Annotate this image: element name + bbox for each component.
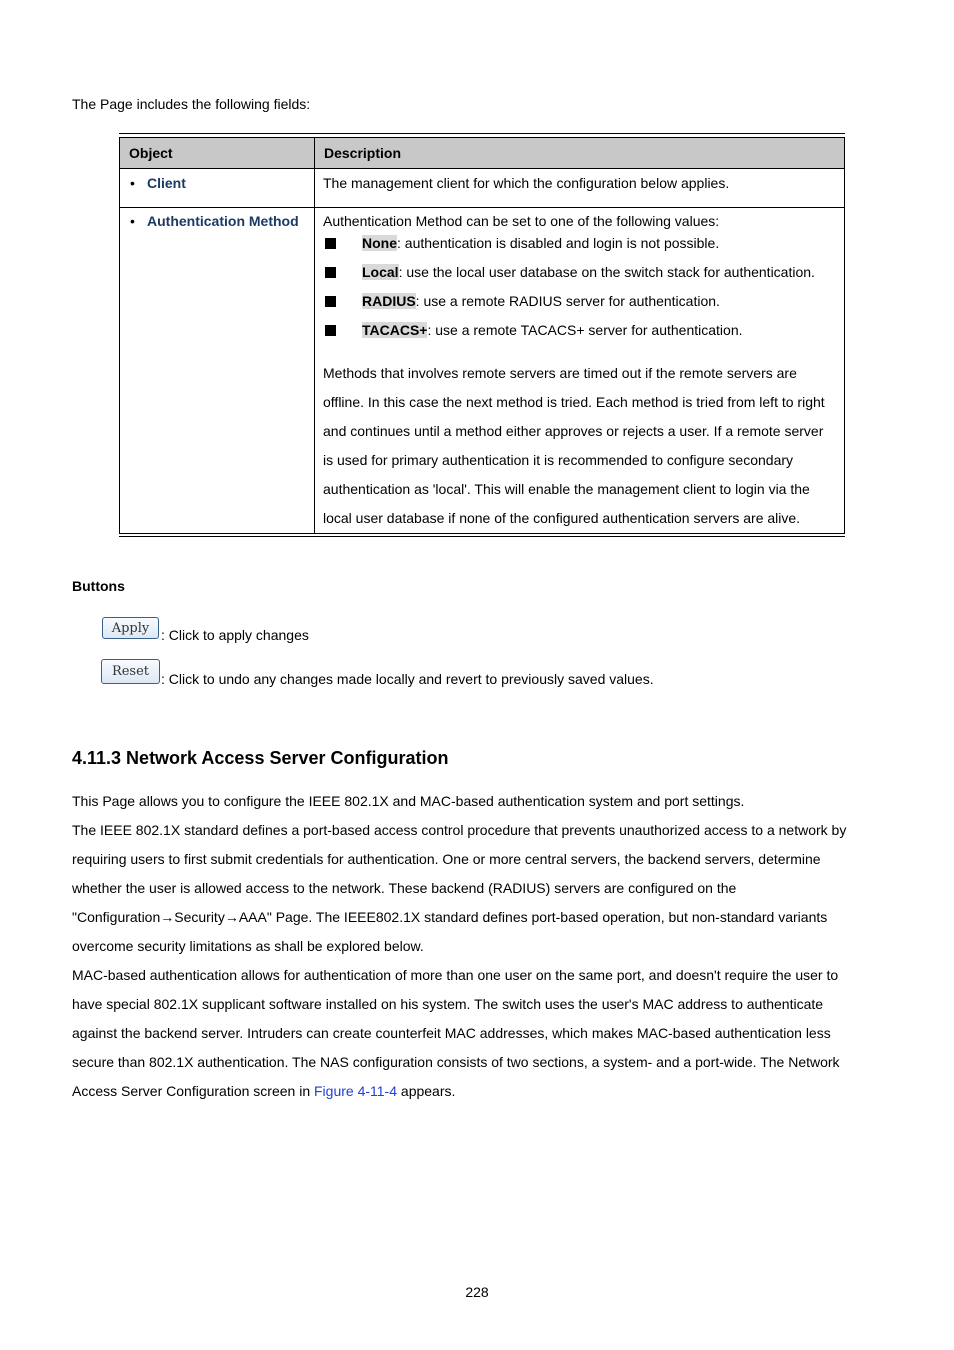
apply-description: : Click to apply changes <box>161 627 309 643</box>
square-bullet-icon <box>325 238 336 249</box>
header-object: Object <box>120 138 315 169</box>
table-bottom-rule <box>119 536 845 538</box>
intro-text: The Page includes the following fields: <box>72 96 311 112</box>
page-number: 228 <box>465 1284 489 1300</box>
section-title: 4.11.3 Network Access Server Configuration <box>72 748 449 768</box>
section-body: This Page allows you to configure the IEEE 802.1X and MAC-based authentication system and port settings. The IEEE 802.1X standard defines a port-based access control procedure that prevents unauthorized access to a network by requiring users to first submit credentials for authentication. One or more central servers, the backend servers, determine whether the user is allowed access to the network. These backend (RADIUS) servers are configured on the "Configuration→Security→AAA" Page. The IEEE802.1X standard defines port-based operation, but non-standard variants overcome security limitations as shall be explored below. MAC-based authentication allows for authentication of more than one user on the same port, and doesn't require the user to have special 802.1X supplicant software installed on his system. The switch uses the user's MAC address to authenticate against the backend server. Intruders can create counterfeit MAC addresses, which makes MAC-based authentication less secure than 802.1X authentication. The NAS configuration consists of two sections, a system- and a port-wide. The Network Access Server Configuration screen in Figure 4-11-4 appears. <box>72 793 847 1099</box>
buttons-heading: Buttons <box>72 578 125 594</box>
table-row <box>120 169 845 208</box>
square-bullet-icon <box>325 325 336 336</box>
auth-method-note: Methods that involves remote servers are timed out if the remote servers are offline. In this case the next method is tried. Each method is tried from left to right and continues until a method either approves or rejects a user. If a remote server is used for primary authentication it is recommended to configure secondary authentication as 'local'. This will enable the management client to login via the local user database if none of the configured authentication servers are alive. <box>323 365 825 526</box>
table-header-row <box>120 138 845 169</box>
auth-method-lead: Authentication Method can be set to one of the following values: <box>323 213 720 229</box>
option-local: Local: use the local user database on the switch stack for authentication. <box>323 258 836 287</box>
apply-button[interactable]: Apply <box>102 617 159 639</box>
figure-link[interactable]: Figure 4-11-4 <box>314 1083 398 1099</box>
option-radius: RADIUS: use a remote RADIUS server for authentication. <box>323 287 836 316</box>
table-top-rule <box>119 133 845 135</box>
object-authentication-method: • Authentication Method <box>120 213 314 229</box>
square-bullet-icon <box>325 296 336 307</box>
square-bullet-icon <box>325 267 336 278</box>
option-none: None: authentication is disabled and login is not possible. <box>323 229 836 258</box>
option-tacacs: TACACS+: use a remote TACACS+ server for authentication. <box>323 316 836 345</box>
table-row <box>120 208 845 534</box>
object-client: • Client <box>120 175 314 191</box>
reset-description: : Click to undo any changes made locally and revert to previously saved values. <box>161 671 654 687</box>
header-description: Description <box>315 138 845 169</box>
client-description: The management client for which the configuration below applies. <box>323 175 730 191</box>
fields-table <box>119 133 845 538</box>
reset-button[interactable]: Reset <box>101 659 160 684</box>
